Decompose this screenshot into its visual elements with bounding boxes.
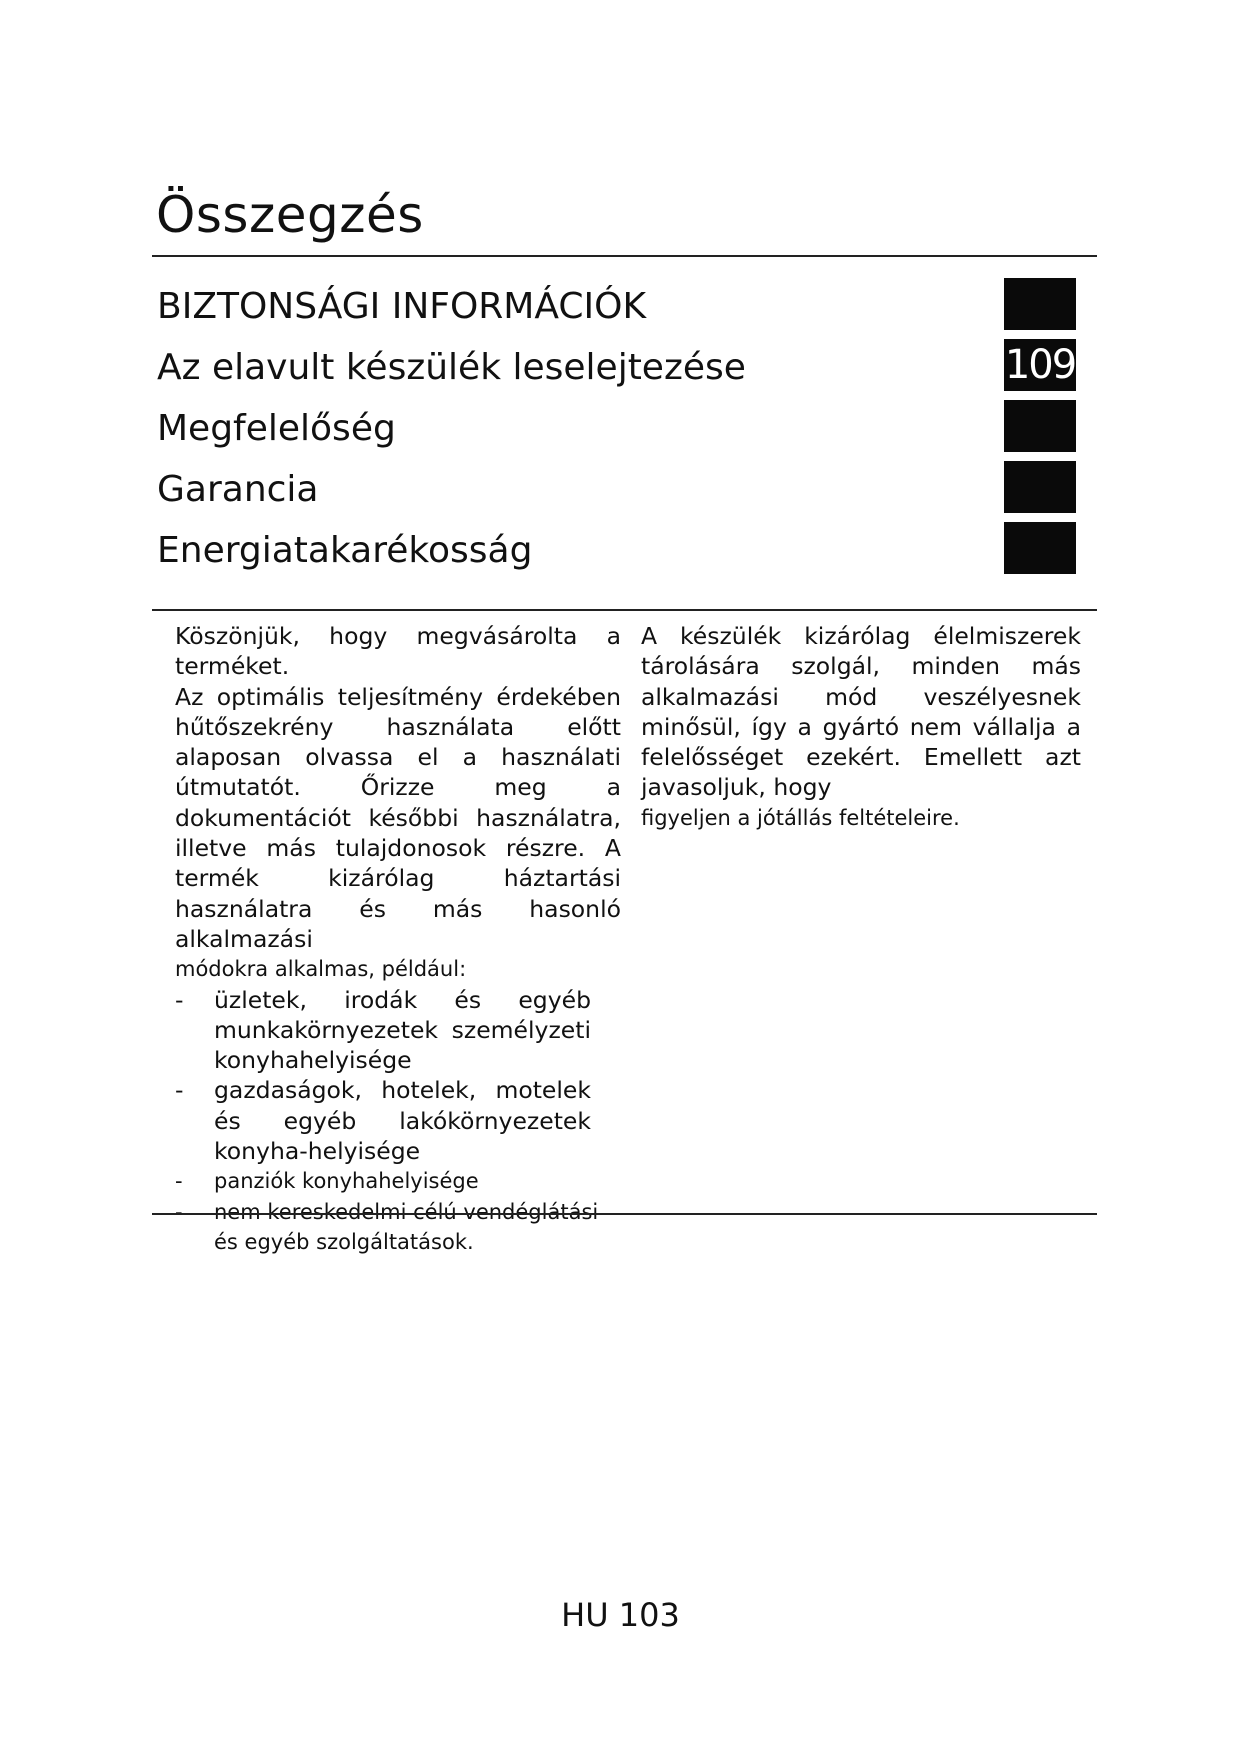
page-box-warranty — [1004, 461, 1076, 513]
page-box-disposal: 109 — [1004, 339, 1076, 391]
list-item: - nem kereskedelmi célú vendéglátási és egyéb szolgáltatások. — [175, 1197, 621, 1258]
bottom-divider — [152, 1213, 1097, 1215]
usage-list — [175, 985, 621, 1258]
dash-bullet: - — [175, 1199, 183, 1224]
intro-column — [175, 621, 621, 1257]
toc-item-safety[interactable]: BIZTONSÁGI INFORMÁCIÓK — [157, 286, 647, 327]
list-item: - panziók konyhahelyisége — [175, 1166, 621, 1196]
dash-bullet: - — [175, 1076, 184, 1105]
title-divider — [152, 255, 1097, 257]
toc-item-warranty[interactable]: Garancia — [157, 469, 319, 510]
toc-item-conformity[interactable]: Megfelelőség — [157, 408, 396, 449]
list-item: - üzletek, irodák és egyéb munkakörnyezetek személyzeti konyhahelyisége — [175, 985, 591, 1075]
list-item: - gazdaságok, hotelek, motelek és egyéb lakókörnyezetek konyha-helyisége — [175, 1076, 591, 1166]
notice-body: A készülék kizárólag élelmiszerek tárolására szolgál, minden más alkalmazási mód veszélyesnek minősül, így a gyártó nem vállalja a felelősséget ezekért. Emellett azt javasoljuk, hogy — [641, 622, 1081, 802]
page-box-conformity — [1004, 400, 1076, 452]
section-divider — [152, 609, 1097, 611]
dash-bullet: - — [175, 985, 184, 1014]
page-title: Összegzés — [156, 186, 424, 244]
dash-bullet: - — [175, 1169, 183, 1194]
notice-column — [641, 621, 1081, 833]
toc-item-energy-saving[interactable]: Energiatakarékosság — [157, 530, 533, 571]
page-box-safety — [1004, 278, 1076, 330]
notice-body-end: figyeljen a jótállás feltételeire. — [641, 805, 960, 830]
page-footer: HU 103 — [561, 1596, 680, 1634]
intro-body: Az optimális teljesítmény érdekében hűtőszekrény használata előtt alaposan olvassa el a használati útmutatót. Őrizze meg a dokumentációt későbbi használatra, illetve más tulajdonosok részre. A termék kizárólag háztartási használatra és más hasonló alkalmazási — [175, 682, 621, 953]
table-of-contents — [157, 276, 917, 581]
page-box-energy-saving — [1004, 522, 1076, 574]
intro-body-end: módokra alkalmas, például: — [175, 957, 467, 982]
toc-item-disposal[interactable]: Az elavult készülék leselejtezése — [157, 347, 746, 388]
thanks-text: Köszönjük, hogy megvásárolta a terméket. — [175, 622, 621, 681]
